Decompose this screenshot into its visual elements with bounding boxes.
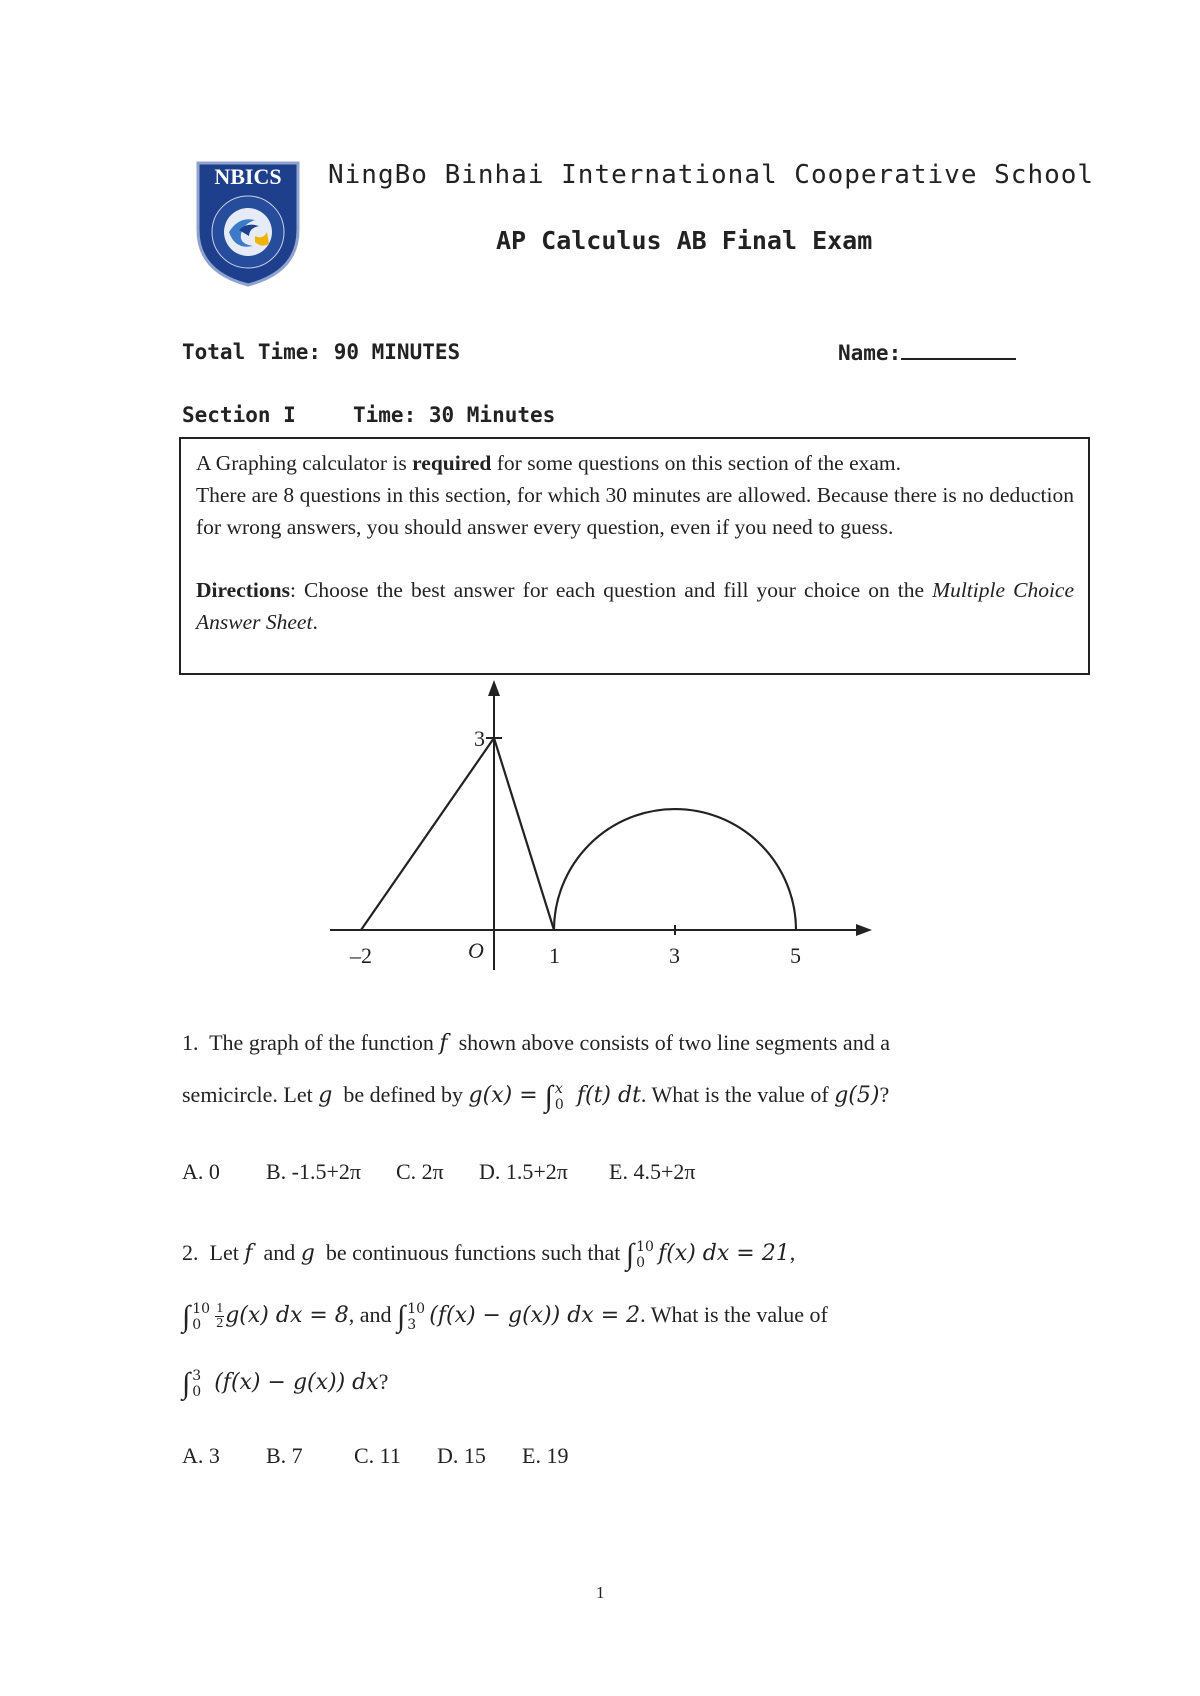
choice-e[interactable]: E. 4.5+2π [609, 1159, 696, 1184]
choice-a[interactable]: A. 0 [182, 1159, 220, 1184]
semicircle [554, 809, 796, 930]
question-1-line-1: 1. The graph of the function f shown above consists of two line segments and a [182, 1030, 890, 1056]
school-name: NingBo Binhai International Cooperative School [328, 160, 1095, 190]
x-tick-label-5: 5 [790, 943, 801, 968]
question-1-line-2: semicircle. Let g be defined by g(x) = ∫ x 0 f(t) dt. What is the value of g(5)? [182, 1080, 890, 1113]
choice-b[interactable]: B. 7 [266, 1443, 303, 1468]
x-tick-label-neg2: –2 [350, 943, 372, 968]
x-tick-label-3: 3 [669, 943, 680, 968]
instructions-box [179, 437, 1090, 675]
calculator-note: A Graphing calculator is required for some questions on this section of the exam. [196, 451, 902, 475]
line-segment-2 [494, 738, 554, 930]
section-label: Section I [182, 403, 296, 427]
function-graph [320, 680, 880, 970]
question-1-choices [182, 1159, 695, 1185]
choice-c[interactable]: C. 11 [354, 1443, 401, 1468]
question-2-line-3: ∫ 3 0 (f(x) − g(x)) dx? [182, 1367, 389, 1400]
name-label: Name: [838, 341, 902, 365]
directions: Directions: Choose the best answer for each question and fill your choice on the Multiple Choice Answer Sheet. [196, 578, 1075, 634]
choice-d[interactable]: D. 15 [437, 1443, 486, 1468]
svg-text:NBICS: NBICS [214, 164, 282, 189]
y-axis-arrow [488, 680, 500, 696]
section-time: Time: 30 Minutes [353, 403, 556, 427]
choice-e[interactable]: E. 19 [522, 1443, 569, 1468]
choice-a[interactable]: A. 3 [182, 1443, 220, 1468]
name-field[interactable] [838, 340, 1016, 365]
exam-title: AP Calculus AB Final Exam [496, 226, 873, 255]
choice-d[interactable]: D. 1.5+2π [479, 1159, 568, 1184]
total-time: Total Time: 90 MINUTES [182, 340, 461, 364]
x-tick-label-1: 1 [549, 943, 560, 968]
section-note: There are 8 questions in this section, for which 30 minutes are allowed. Because there is no deduction for wrong answers, you should answer every question, even if you need to guess. [196, 483, 1074, 539]
question-2-line-1: 2. Let f and g be continuous functions such that ∫ 10 0 f(x) dx = 21, [182, 1238, 796, 1271]
choice-c[interactable]: C. 2π [396, 1159, 444, 1184]
origin-label: O [468, 938, 484, 963]
name-blank-line[interactable] [901, 340, 1016, 360]
x-axis-arrow [856, 924, 872, 936]
question-2-line-2: ∫ 10 0 $\frac{1}{2}$ g(x) dx = 8, and ∫ 10 3 (f(x) − g(x)) dx = 2. What is the value of [182, 1300, 828, 1333]
y-tick-label-3: 3 [474, 726, 485, 751]
page-number: 1 [596, 1583, 605, 1602]
line-segment-1 [361, 738, 494, 930]
school-logo [195, 160, 301, 288]
question-2-choices [182, 1443, 568, 1469]
choice-b[interactable]: B. -1.5+2π [266, 1159, 362, 1184]
